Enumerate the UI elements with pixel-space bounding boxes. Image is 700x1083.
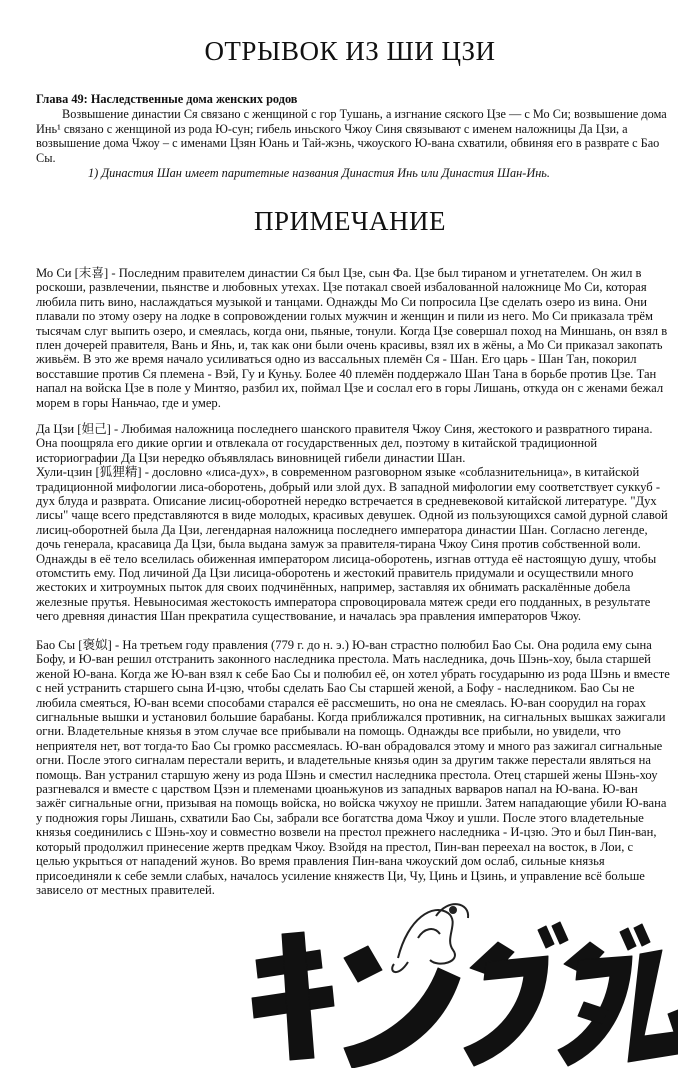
note-paragraph: [36, 422, 670, 465]
kingdom-logo-strokes: [252, 922, 678, 1068]
note-bao-si: [36, 638, 670, 897]
footnote: 1) Династия Шан имеет паритетные названия Династия Инь или Династия Шан-Инь.: [88, 165, 550, 180]
note-term: Мо Си [末喜]: [36, 266, 109, 280]
note-term: Бао Сы [褒姒]: [36, 638, 112, 652]
note-text: - Последним правителем династии Ся был Цзе, сын Фа. Цзе был тираном и угнетателем. Он жил в роскоши, развлечении, пьянстве и любовных утехах. Цзе потакал своей избалованной наложнице Мо Си, которая любила пить вино, наслаждаться музыкой и танцами. Однажды Мо Си попросила Цзе сделать озеро из вина. Они плавали по этому озеру на лодке в сопровождении голых мужчин и женщин и пили из него. Мо Си приказала трём тысячам слуг выпить озеро, и смеялась, когда они, пьяные, тонули. Когда Цзе совершал поход на Миншань, он взял в плен дочерей правителя, Вань и Янь, и, так как они были очень красивы, взял их в жёны, а Мо Си приказал закопать живьём. В это же время начало усиливаться одно из вассальных племён Ся - Шан. Его царь - Шан Тан, покорил восставшие против Ся племена - Вэй, Гу и Куньу. Более 40 племён поддержало Шан Тана в борьбе против Цзе. Тан напал на войска Цзе в поле у Минтяо, разбил их, поймал Цзе и сослал его в горы Лишань, откуда он с женами бежал морем в горы Наньчао, где и умер.: [36, 266, 668, 410]
excerpt-block: [36, 92, 668, 181]
notes-title: ПРИМЕЧАНИЕ: [253, 206, 447, 236]
kingdom-logo: [248, 898, 678, 1068]
note-text: - Любимая наложница последнего шанского правителя Чжоу Синя, жестокого и развратного тирана. Она поощряла его дикие оргии и отвлекала от государственных дел, поэтому в китайской традиционной историографии Да Цзи нередко объявлялась виновницей гибели династии Шан.: [36, 422, 653, 465]
note-paragraph: [36, 266, 670, 410]
dragon-icon: [392, 904, 468, 972]
note-term: Да Цзи [妲己]: [36, 422, 111, 436]
page-title: ОТРЫВОК ИЗ ШИ ЦЗИ: [204, 36, 496, 66]
excerpt-paragraph: Возвышение династии Ся связано с женщиной с гор Тушань, а изгнание сяского Цзе — с Мо Си; возвышение дома Инь¹ связано с женщиной из рода Ю-сун; гибель иньского Чжоу Синя связывают с именем наложницы Да Цзи, а возвышение дома Чжоу – с именами Цзян Юань и Тай-жэнь, чжоуского Ю-вана схватили, обвиняя его в разврате с Бао Сы.: [36, 106, 667, 166]
note-mo-si: [36, 266, 670, 410]
note-da-ji: [36, 422, 670, 624]
note-paragraph-huli-jing: Хули-цзин [狐狸精] - дословно «лиса-дух», в современном разговорном языке «соблазнительница», в китайской традиционной мифологии лиса-оборотень, добрый или злой дух. В западной мифологии ему соответствует суккуб - дух блуда и разврата. Описание лисиц-оборотней нередко встречается в средневековой китайской литературе. "Дух лисы" чаще всего представляются в виде молодых, красивых девушек. Одной из пользующихся самой дурной славой лисиц-оборотней была Да Цзи, легендарная наложница последнего императора династии Шан. Согласно легенде, дочь генерала, красавица Да Цзи, была выдана замуж за правителя-тирана Чжоу Синя против собственной воли. Однажды в её тело вселилась обиженная императором лисица-оборотень, изгнав оттуда её настоящую душу, чтобы отомстить ему. Под личиной Да Цзи лисица-оборотень и жестокий правитель придумали и осуществили много жестоких и хитроумных пыток для своих подчинённых, например, заставляя их обнимать раскалённые добела железные прутья. Невыносимая жестокость императора спровоцировала мятеж среди его подданных, в результате чего древняя династия Шан прекратила существование, и началась эра правления императоров Чжоу.: [36, 465, 668, 624]
note-text: - На третьем году правления (779 г. до н. э.) Ю-ван страстно полюбил Бао Сы. Она родила ему сына Бофу, и Ю-ван решил отстранить законного наследника престола. Мать наследника, дочь Шэнь-хоу, была старшей женой Ю-вана. Когда же Ю-ван взял к себе Бао Сы и полюбил её, он хотел убрать государыню из рода Шэнь и вместе с ней устранить старшего сына И-цзю, чтобы сделать Бао Сы старшей женой, а Бофу - наследником. Бао Сы не любила смеяться, Ю-ван всеми способами старался её рассмешить, но она не смеялась. Ю-ван соорудил на горах сигнальные вышки и установил большие барабаны. Когда приближался противник, на сигнальных вышках зажигали огни. Владетельные князья в этом случае все прибывали на помощь. Однажды все прибыли, но увидели, что неприятеля нет, вот тогда-то Бао Сы громко рассмеялась. Ю-ван обрадовался этому и много раз зажигал сигнальные огни. После этого сигналам перестали верить, и владетельные князья один за другим также перестали являться на помощь. Ван устранил старшую жену из рода Шэнь и сместил наследника престола. Отец старшей жены Шэнь-хоу разгневался и вместе с царством Цзэн и племенами цюаньжунов из западных варваров напал на Ю-вана. Ю-ван зажёг сигнальные огни, призывая на помощь войска, но войска чжухоу не пришли. Затем нападающие убили Ю-вана у подножия горы Лишань, схватили Бао Сы, забрали все богатства дома Чжоу и ушли. После этого владетельные князья соединились с Шэнь-хоу и совместно возвели на престол прежнего наследника - И-цзю. Это и был Пин-ван, который продолжил принесение жертв предкам Чжоу. Взойдя на престол, Пин-ван переехал на восток, в Лои, с целью укрыться от нападений жунов. Во время правления Пин-вана чжоуский дом ослаб, сильные князья присоединяли к себе земли слабых, началось усиление княжеств Ци, Чу, Цинь и Цзинь, и управление всё больше зависело от местных правителей.: [36, 638, 670, 897]
chapter-heading: Глава 49: Наследственные дома женских родов: [36, 92, 298, 106]
note-paragraph: [36, 638, 670, 897]
